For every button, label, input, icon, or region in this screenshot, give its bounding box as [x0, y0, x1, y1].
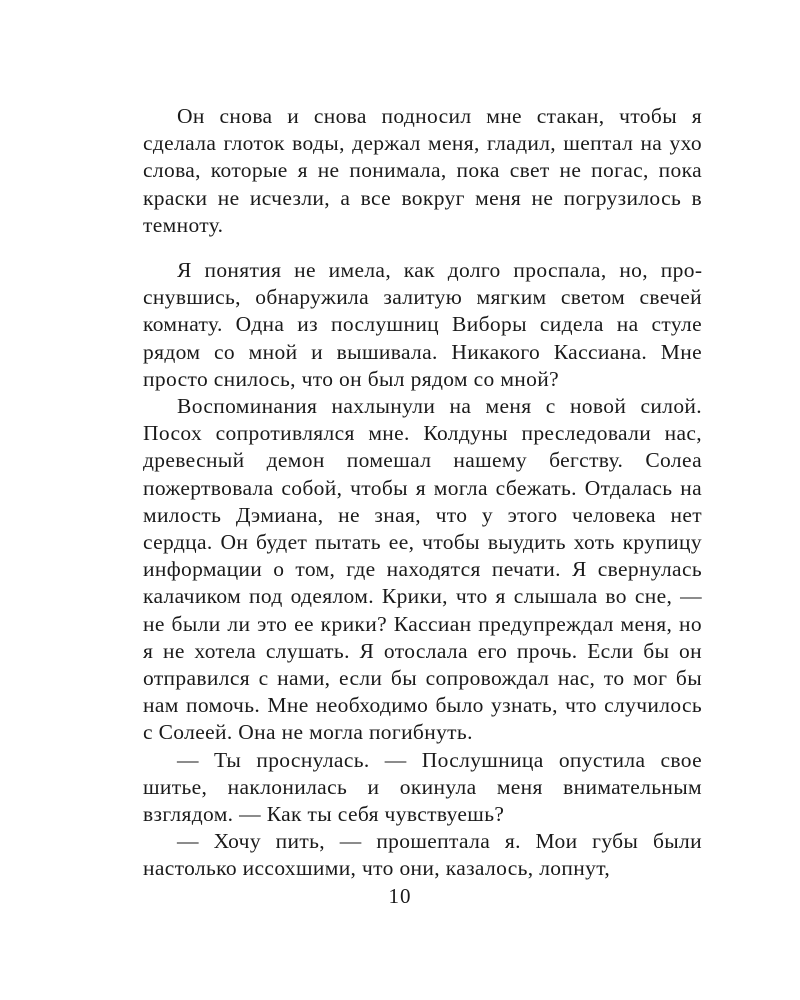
paragraph-4: — Ты проснулась. — Послушница опустила свое шитье, наклонилась и окинула меня внимательным взглядом. — Как ты себя чувствуешь?: [143, 747, 702, 827]
text-section-2: [143, 257, 702, 883]
paragraph-1: Он снова и снова подносил мне стакан, чтобы я сделала глоток воды, держал меня, гладил, шептал на ухо слова, которые я не понимала, пока свет не погас, пока краски не исчезли, а все вокруг меня не погрузилось в темноту.: [143, 104, 702, 237]
paragraph-5: — Хочу пить, — прошептала я. Мои губы были настолько иссохшими, что они, казалось, лопнут,: [143, 829, 702, 881]
paragraph-3: Воспоминания нахлынули на меня с новой силой. Посох сопротивлялся мне. Колдуны преследовали нас, древесный демон помешал нашему бегству. Солеа пожертвовала собой, чтобы я могла сбежать. Отдалась на милость Дэмиана, не зная, что у этого человека нет сердца. Он будет пытать ее, чтобы выудить хоть крупицу информации о том, где находятся печати. Я свернулась калачиком под одеялом. Крики, что я слышала во сне, — не были ли это ее крики? Кассиан предупреждал меня, но я не хотела слушать. Я отослала его прочь. Если бы он отправился с нами, если бы сопровождал нас, то мог бы нам помочь. Мне необходимо было узнать, что случилось с Солеей. Она не могла погибнуть.: [143, 394, 702, 745]
text-section-1: [143, 103, 702, 239]
paragraph-2: Я понятия не имела, как долго проспала, но, проснувшись, обнаружила залитую мягким светом свечей комнату. Одна из послушниц Виборы сидела на стуле рядом со мной и вышивала. Никакого Кассиана. Мне просто снилось, что он был рядом со мной?: [143, 258, 702, 391]
page-number: 10: [388, 884, 412, 908]
